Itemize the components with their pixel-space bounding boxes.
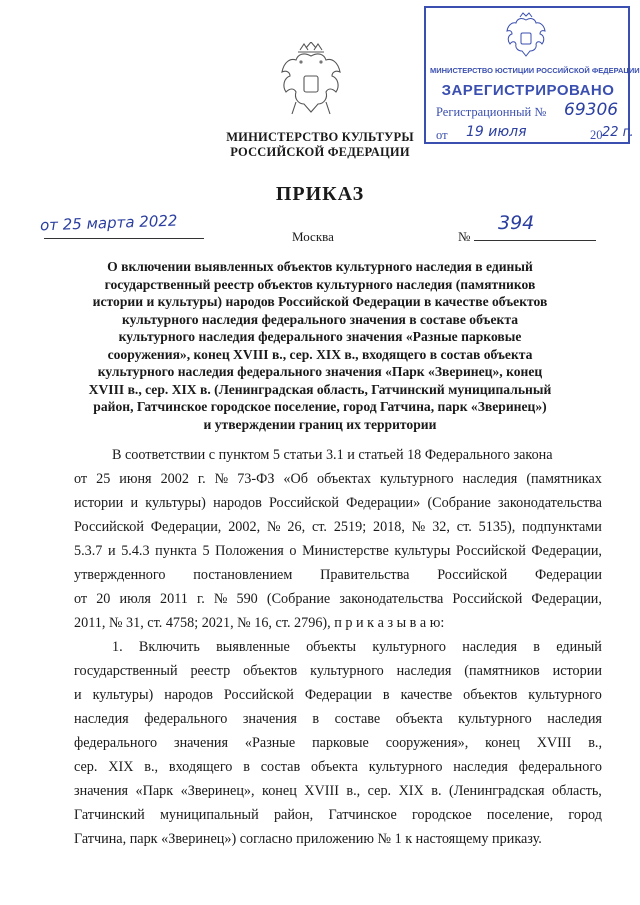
word: город bbox=[568, 807, 602, 823]
body-line bbox=[74, 539, 602, 563]
word: в bbox=[312, 711, 320, 727]
body-line bbox=[74, 683, 602, 707]
body-line bbox=[74, 515, 602, 539]
word: состав bbox=[260, 759, 301, 775]
order-heading bbox=[70, 258, 570, 433]
body-line bbox=[74, 467, 602, 491]
body-line bbox=[74, 731, 602, 755]
word: (Ленинградская bbox=[448, 783, 545, 799]
word: наследия bbox=[462, 639, 517, 655]
word: XIX bbox=[108, 759, 134, 775]
word: область, bbox=[552, 783, 602, 799]
word: 25 bbox=[96, 471, 111, 487]
order-number: 394 bbox=[498, 212, 535, 234]
word: г. bbox=[197, 471, 206, 487]
word: истории bbox=[552, 663, 602, 679]
word: в., bbox=[346, 783, 361, 799]
word: единый bbox=[556, 639, 602, 655]
word: культурного bbox=[458, 711, 532, 727]
heading-line: культурного наследия федерального значения в составе объекта bbox=[121, 311, 518, 327]
body-line bbox=[74, 587, 602, 611]
word: народов bbox=[164, 687, 213, 703]
word: (Собрание bbox=[266, 591, 331, 607]
word: XVIII bbox=[536, 735, 572, 751]
word: ст. bbox=[456, 519, 472, 535]
word: Российской bbox=[437, 567, 508, 583]
russian-coat-of-arms-icon bbox=[276, 42, 346, 122]
word: Федерации, bbox=[531, 543, 602, 559]
word: Гатчинский bbox=[74, 807, 145, 823]
stamp-emblem-icon bbox=[504, 12, 548, 58]
heading-line: район, Гатчинское городское поселение, город Гатчина, парк «Зверинец») bbox=[93, 399, 547, 414]
word: наследия bbox=[462, 471, 518, 487]
word: XVIII bbox=[304, 783, 339, 799]
word: постановлением bbox=[193, 567, 293, 583]
word: 2519; bbox=[333, 519, 367, 535]
stamp-reg-label: Регистрационный № bbox=[436, 105, 547, 119]
heading-line: О включении выявленных объектов культурного наследия в единый bbox=[107, 259, 533, 274]
word: культуры) bbox=[92, 687, 154, 703]
number-sign: № bbox=[458, 229, 471, 244]
word: в bbox=[533, 639, 540, 655]
word: составе bbox=[334, 711, 381, 727]
word: ст. bbox=[311, 519, 327, 535]
word: Правительства bbox=[320, 567, 410, 583]
word: реестр bbox=[190, 663, 231, 679]
word: 2002, bbox=[228, 519, 261, 535]
word: конец bbox=[485, 735, 520, 751]
word: объекты bbox=[306, 639, 357, 655]
word: (памятников bbox=[464, 663, 540, 679]
word: 5.3.7 bbox=[74, 543, 103, 559]
word: культурного bbox=[380, 471, 454, 487]
heading-line: сооружения», конец XVIII в., сер. XIX в., входящего в состав объекта bbox=[107, 346, 533, 362]
word: в. bbox=[431, 783, 442, 799]
word: в., bbox=[144, 759, 159, 775]
body-line: В соответствии с пунктом 5 статьи 3.1 и статьей 18 Федерального закона bbox=[112, 447, 553, 463]
stamp-year-prefix: 20 bbox=[590, 128, 603, 142]
stamp-status: ЗАРЕГИСТРИРОВАНО bbox=[441, 82, 615, 99]
word: 2002 bbox=[160, 471, 189, 487]
stamp-reg-number: 69306 bbox=[564, 100, 619, 120]
body-line bbox=[74, 779, 602, 803]
word: «Парк bbox=[135, 783, 174, 799]
word: 5 bbox=[202, 543, 210, 559]
word: качестве bbox=[400, 687, 453, 703]
word: Положения bbox=[215, 543, 284, 559]
word: федерального bbox=[144, 711, 228, 727]
word: «Зверинец», bbox=[180, 783, 255, 799]
heading-line: культурного наследия федерального значения «Парк «Зверинец», конец bbox=[97, 364, 543, 379]
word: Российской bbox=[223, 687, 294, 703]
word: Министерстве bbox=[302, 543, 389, 559]
word: о bbox=[289, 543, 297, 559]
word: 73-ФЗ bbox=[237, 471, 275, 487]
body-line bbox=[74, 659, 602, 683]
word: объектов bbox=[463, 687, 518, 703]
word: Российской bbox=[455, 543, 526, 559]
word: 2011 bbox=[160, 591, 188, 607]
word: культурного bbox=[310, 663, 384, 679]
word: культуры bbox=[394, 543, 451, 559]
word: Российской bbox=[74, 519, 144, 535]
heading-line: и утверждении границ их территории bbox=[203, 416, 437, 432]
heading-line: государственный реестр объектов культурного наследия (памятников bbox=[104, 276, 536, 292]
word: входящего bbox=[168, 759, 233, 775]
word: значения bbox=[173, 735, 229, 751]
ministry-name bbox=[200, 130, 440, 160]
word: конец bbox=[262, 783, 297, 799]
word: 1. bbox=[112, 639, 123, 655]
word: 32, bbox=[432, 519, 450, 535]
word: район, bbox=[273, 807, 314, 823]
word: 590 bbox=[236, 591, 258, 607]
word: сер. bbox=[74, 759, 98, 775]
word: 26, bbox=[287, 519, 306, 535]
word: выявленные bbox=[216, 639, 290, 655]
word: и bbox=[107, 543, 116, 559]
word: наследия bbox=[396, 663, 452, 679]
ministry-line-1: МИНИСТЕРСТВО КУЛЬТУРЫ bbox=[226, 130, 414, 144]
word: июля bbox=[119, 591, 151, 607]
stamp-date: 19 июля bbox=[466, 124, 527, 140]
word: объектах bbox=[316, 471, 372, 487]
word: утвержденного bbox=[74, 567, 166, 583]
body-line bbox=[74, 707, 602, 731]
word: культурного bbox=[528, 687, 602, 703]
word: (Собрание bbox=[427, 495, 491, 511]
word: в bbox=[243, 759, 250, 775]
body-line bbox=[74, 563, 602, 587]
word: культурного bbox=[368, 759, 443, 775]
word: Федерации bbox=[304, 687, 372, 703]
number-underline bbox=[474, 240, 596, 241]
word: объекта bbox=[395, 711, 443, 727]
word: Федерации» bbox=[346, 495, 421, 511]
word: культуры) bbox=[145, 495, 206, 511]
order-body bbox=[74, 443, 602, 851]
body-line bbox=[74, 755, 602, 779]
stamp-ministry: МИНИСТЕРСТВО ЮСТИЦИИ РОССИЙСКОЙ ФЕДЕРАЦИИ bbox=[430, 66, 640, 75]
word: наследия bbox=[453, 759, 508, 775]
body-line bbox=[74, 803, 602, 827]
word: 20 bbox=[96, 591, 111, 607]
word: сооружения», bbox=[385, 735, 469, 751]
word: и bbox=[74, 687, 82, 703]
word: Гатчинское bbox=[328, 807, 397, 823]
word: культурного bbox=[372, 639, 446, 655]
word: 5.4.3 bbox=[121, 543, 150, 559]
word: муниципальный bbox=[159, 807, 259, 823]
word: № bbox=[411, 519, 426, 535]
word: Включить bbox=[138, 639, 200, 655]
word: федерального bbox=[518, 759, 602, 775]
date-underline bbox=[44, 238, 204, 239]
word: № bbox=[213, 591, 228, 607]
stamp-date-prefix: от bbox=[436, 128, 448, 142]
word: «Разные bbox=[244, 735, 296, 751]
word: значения bbox=[242, 711, 297, 727]
word: государственный bbox=[74, 663, 178, 679]
word: парковые bbox=[312, 735, 369, 751]
body-line bbox=[74, 491, 602, 515]
word: истории bbox=[74, 495, 124, 511]
word: № bbox=[214, 471, 229, 487]
word: XIX bbox=[398, 783, 424, 799]
word: пункта bbox=[155, 543, 197, 559]
word: объекта bbox=[311, 759, 358, 775]
ministry-line-2: РОССИЙСКОЙ ФЕДЕРАЦИИ bbox=[230, 145, 410, 159]
body-line bbox=[74, 635, 602, 659]
order-title: ПРИКАЗ bbox=[275, 183, 365, 205]
registration-stamp bbox=[424, 6, 640, 144]
body-line: 2011, № 31, ст. 4758; 2021, № 16, ст. 2796), п р и к а з ы в а ю: bbox=[74, 615, 445, 631]
word: законодательства bbox=[498, 495, 602, 511]
word: законодательства bbox=[339, 591, 444, 607]
word: 2018, bbox=[373, 519, 405, 535]
word: значения bbox=[74, 783, 129, 799]
word: подпунктами bbox=[522, 519, 602, 535]
word: федерального bbox=[74, 735, 158, 751]
word: от bbox=[74, 471, 88, 487]
word: от bbox=[74, 591, 88, 607]
word: Федерации, bbox=[150, 519, 222, 535]
order-date: от 25 марта 2022 bbox=[39, 211, 178, 235]
word: в bbox=[382, 687, 390, 703]
body-line: Гатчина, парк «Зверинец») согласно приложению № 1 к настоящему приказу. bbox=[74, 831, 542, 847]
word: 5135), bbox=[478, 519, 516, 535]
word: «Об bbox=[283, 471, 308, 487]
heading-line: истории и культуры) народов Российской Федерации в качестве объектов bbox=[92, 294, 548, 309]
stamp-year: 22 г. bbox=[602, 125, 634, 140]
heading-line: XVIII в., сер. XIX в. (Ленинградская область, Гатчинский муниципальный bbox=[88, 381, 552, 397]
word: народов bbox=[213, 495, 262, 511]
word: Федерации bbox=[534, 567, 602, 583]
word: Федерации, bbox=[531, 591, 602, 607]
word: объектов bbox=[243, 663, 298, 679]
order-city: Москва bbox=[292, 229, 334, 244]
word: июня bbox=[119, 471, 152, 487]
word: № bbox=[266, 519, 281, 535]
word: (памятниках bbox=[526, 471, 602, 487]
word: поселение, bbox=[486, 807, 554, 823]
word: Российской bbox=[269, 495, 339, 511]
word: в., bbox=[588, 735, 602, 751]
heading-line: культурного наследия федерального значения «Разные парковые bbox=[118, 329, 522, 344]
word: Российской bbox=[452, 591, 523, 607]
word: сер. bbox=[367, 783, 392, 799]
word: г. bbox=[196, 591, 205, 607]
word: городское bbox=[412, 807, 472, 823]
word: наследия bbox=[547, 711, 602, 727]
word: наследия bbox=[74, 711, 129, 727]
word: и bbox=[130, 495, 139, 511]
